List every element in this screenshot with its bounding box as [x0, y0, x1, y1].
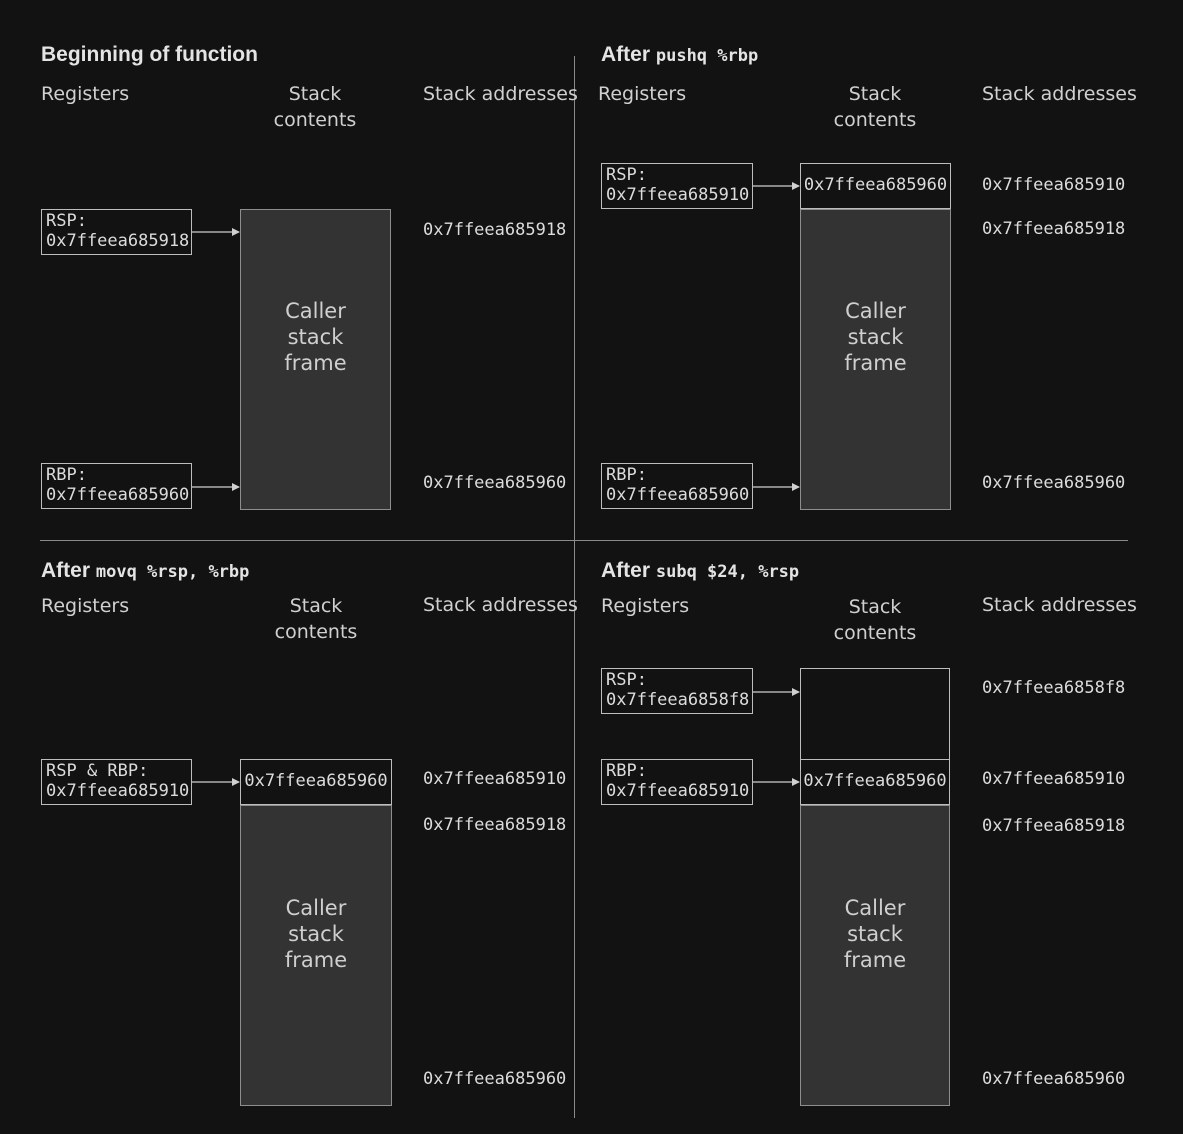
panel-title: After pushq %rbp: [601, 43, 759, 66]
stack-addresses-header: Stack addresses: [423, 594, 578, 616]
stack-address: 0x7ffeea685910: [982, 769, 1126, 789]
stack-addresses-header: Stack addresses: [982, 83, 1137, 105]
panel-title: Beginning of function: [41, 43, 258, 66]
registers-header: Registers: [601, 595, 690, 617]
stack-addresses-header: Stack addresses: [423, 83, 578, 105]
caller-stack-frame-label: Caller stack frame: [284, 896, 348, 972]
stack-address: 0x7ffeea685960: [423, 473, 567, 493]
stack-address: 0x7ffeea685910: [423, 769, 567, 789]
stack-contents-header: Stack contents: [833, 83, 917, 131]
panel-title: After subq $24, %rsp: [601, 559, 800, 582]
caller-stack-frame-label: Caller stack frame: [284, 299, 347, 375]
register-value: 0x7ffeea685960: [46, 485, 190, 505]
register-label: RSP:: [606, 165, 647, 185]
stack-address: 0x7ffeea685960: [423, 1069, 567, 1089]
register-value: 0x7ffeea6858f8: [606, 690, 750, 710]
register-label: RSP:: [46, 211, 87, 231]
register-label: RBP:: [606, 761, 647, 781]
register-value: 0x7ffeea685910: [606, 185, 750, 205]
pushed-rbp-cell: 0x7ffeea685960: [800, 759, 950, 805]
stack-address: 0x7ffeea685910: [982, 175, 1126, 195]
stack-addresses-header: Stack addresses: [982, 594, 1137, 616]
stack-address: 0x7ffeea6858f8: [982, 678, 1126, 698]
stack-contents-header: Stack contents: [833, 596, 917, 644]
caller-stack-frame-label: Caller stack frame: [844, 299, 907, 375]
register-label: RBP:: [606, 465, 647, 485]
register-value: 0x7ffeea685960: [606, 485, 750, 505]
registers-header: Registers: [41, 83, 130, 105]
register-value: 0x7ffeea685910: [606, 781, 750, 801]
registers-header: Registers: [598, 83, 687, 105]
register-label: RBP:: [46, 465, 87, 485]
registers-header: Registers: [41, 595, 130, 617]
register-label: RSP:: [606, 670, 647, 690]
register-value: 0x7ffeea685918: [46, 231, 190, 251]
stack-address: 0x7ffeea685960: [982, 473, 1126, 493]
register-value: 0x7ffeea685910: [46, 781, 190, 801]
stack-address: 0x7ffeea685960: [982, 1069, 1126, 1089]
stack-contents-header: Stack contents: [274, 595, 358, 643]
stack-contents-header: Stack contents: [273, 83, 357, 131]
pushed-rbp-cell: 0x7ffeea685960: [800, 163, 951, 209]
pushed-rbp-cell: 0x7ffeea685960: [240, 759, 392, 805]
stack-address: 0x7ffeea685918: [423, 220, 567, 240]
register-label: RSP & RBP:: [46, 761, 149, 781]
panel-title: After movq %rsp, %rbp: [41, 559, 250, 582]
stack-address: 0x7ffeea685918: [423, 815, 567, 835]
caller-stack-frame-label: Caller stack frame: [843, 896, 907, 972]
stack-address: 0x7ffeea685918: [982, 219, 1126, 239]
stack-address: 0x7ffeea685918: [982, 816, 1126, 836]
